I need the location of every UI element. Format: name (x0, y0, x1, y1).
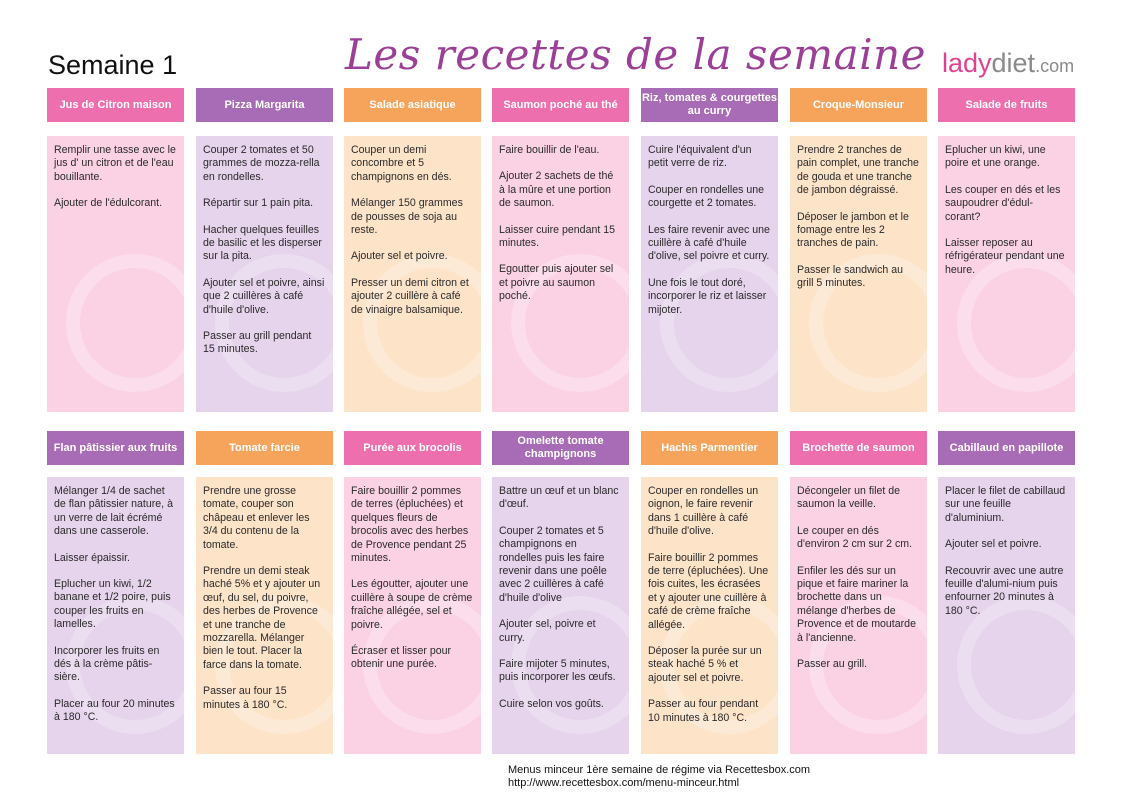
recipe-title: Tomate farcie (196, 431, 333, 465)
recipe-card (938, 88, 1075, 412)
recipe-step: Passer au grill. (797, 658, 868, 671)
recipe-step: Ajouter sel et poivre. (351, 250, 448, 263)
recipe-step: Faire bouillir 2 pommes de terres (épluchées) et quelques fleurs de brocolis avec des herbes de Provence pendant 25 minutes. (351, 485, 469, 565)
recipe-title: Riz, tomates & courgettes au curry (641, 88, 778, 122)
recipe-instructions (938, 136, 1075, 412)
recipe-title: Hachis Parmentier (641, 431, 778, 465)
recipe-step: Remplir une tasse avec le jus d' un citron et de l'eau bouillante. (54, 144, 176, 183)
recipe-instructions (492, 477, 629, 754)
recipe-step: Ajouter de l'édulcorant. (54, 197, 163, 210)
recipe-step: Placer le filet de cabillaud sur une feuille d'aluminium. (945, 485, 1066, 524)
recipe-step: Faire mijoter 5 minutes, puis incorporer les œufs. (499, 658, 616, 684)
recipe-step: Déposer le jambon et le fomage entre les 2 tranches de pain. (797, 210, 909, 250)
recipe-card (47, 431, 184, 754)
recipe-title: Cabillaud en papillote (938, 431, 1075, 465)
recipe-step: Les faire revenir avec une cuillère à café d'huile d'olive, sel poivre et curry. (648, 223, 770, 263)
recipe-step: Prendre 2 tranches de pain complet, une tranche de gouda et une tranche de jambon dégraissé. (797, 144, 919, 197)
recipe-title: Saumon poché au thé (492, 88, 629, 122)
recipe-title: Pizza Margarita (196, 88, 333, 122)
recipe-instructions (790, 136, 927, 412)
recipe-step: Ajouter sel et poivre. (945, 538, 1042, 551)
footer-source-text: Menus minceur 1ère semaine de régime via Recettesbox.com (508, 764, 811, 776)
recipe-step: Eplucher un kiwi, 1/2 banane et 1/2 poire, puis couper les fruits en lamelles. (54, 578, 171, 631)
recipe-instructions (790, 477, 927, 754)
swirl-decoration (215, 254, 333, 392)
recipe-instructions (196, 477, 333, 754)
recipe-step: Recouvrir avec une autre feuille d'alumi-nium puis enfourner 20 minutes à 180 °C. (945, 564, 1064, 617)
recipe-title: Salade de fruits (938, 88, 1075, 122)
recipe-step: Eplucher un kiwi, une poire et une orange. (945, 144, 1046, 170)
recipe-step: Laisser épaissir. (54, 551, 130, 564)
recipe-card (47, 88, 184, 412)
week-label: Semaine 1 (48, 50, 178, 80)
swirl-decoration (363, 254, 481, 392)
recipe-instructions (47, 136, 184, 412)
recipe-step: Les couper en dés et les saupoudrer d'édul-corant? (945, 183, 1061, 223)
recipe-step: Ajouter sel et poivre, ainsi que 2 cuillères à café d'huile d'olive. (203, 276, 325, 316)
recipe-step: Couper 2 tomates et 50 grammes de mozza-rella en rondelles. (203, 144, 320, 183)
recipe-title: Flan pâtissier aux fruits (47, 431, 184, 465)
recipe-step: Egoutter puis ajouter sel et poivre au saumon poché. (499, 263, 614, 303)
footer-credit (508, 764, 810, 790)
recipe-step: Mélanger 1/4 de sachet de flan pâtissier nature, à un verre de lait écrémé dans une casserole. (54, 485, 173, 538)
recipe-step: Ajouter sel, poivre et curry. (499, 618, 596, 644)
recipe-step: Décongeler un filet de saumon la veille. (797, 485, 901, 511)
recipe-card (492, 431, 629, 754)
recipe-step: Répartir sur 1 pain pita. (203, 197, 314, 210)
footer-url-link[interactable]: http://www.recettesbox.com/menu-minceur.html (508, 777, 740, 789)
recipe-title: Jus de Citron maison (47, 88, 184, 122)
logo-lady: lady (942, 48, 992, 78)
recipe-step: Incorporer les fruits en dés à la crème pâtis-sière. (54, 644, 160, 684)
recipe-card (790, 88, 927, 412)
recipe-step: Écraser et lisser pour obtenir une purée. (351, 645, 452, 671)
recipe-card (344, 431, 481, 754)
recipe-step: Enfiler les dés sur un pique et faire mariner la brochette dans un mélange d'herbes de Provence et de moutarde à l'ancienne. (797, 564, 916, 644)
recipe-step: Couper un demi concombre et 5 champignons en dés. (351, 144, 452, 183)
recipe-step: Mélanger 150 grammes de pousses de soja au reste. (351, 197, 463, 237)
recipe-step: Placer au four 20 minutes à 180 °C. (54, 697, 175, 724)
recipe-title: Purée aux brocolis (344, 431, 481, 465)
recipe-instructions (196, 136, 333, 412)
recipe-step: Ajouter 2 sachets de thé à la mûre et une portion de saumon. (499, 170, 614, 210)
recipe-step: Couper en rondelles un oignon, le faire revenir dans 1 cuillère à café d'huile d'olive. (648, 485, 759, 538)
recipe-card (641, 431, 778, 754)
recipe-step: Une fois le tout doré, incorporer le riz et laisser mijoter. (648, 276, 767, 316)
recipe-step: Passer au four pendant 10 minutes à 180 °C. (648, 698, 759, 724)
swirl-decoration (660, 254, 778, 392)
recipe-card (938, 431, 1075, 754)
recipe-step: Cuire l'équivalent d'un petit verre de riz. (648, 144, 752, 170)
recipe-card (344, 88, 481, 412)
recipe-instructions (47, 477, 184, 754)
recipe-step: Couper en rondelles une courgette et 2 tomates. (648, 183, 765, 210)
recipe-instructions (344, 477, 481, 754)
recipe-step: Hacher quelques feuilles de basilic et les disperser sur la pita. (203, 223, 322, 263)
recipe-card (196, 431, 333, 754)
recipe-step: Prendre un demi steak haché 5% et y ajouter un œuf, du sel, du poivre, des herbes de Provence et une tranche de mozzarella. Mélanger bien le tout. Placer la farce dans la tomate. (203, 565, 321, 671)
recipe-step: Passer le sandwich au grill 5 minutes. (797, 263, 903, 290)
recipe-instructions (641, 136, 778, 412)
recipe-title: Brochette de saumon (790, 431, 927, 465)
recipe-instructions (344, 136, 481, 412)
recipe-step: Battre un œuf et un blanc d'œuf. (499, 485, 619, 511)
recipe-card (492, 88, 629, 412)
recipe-card (641, 88, 778, 412)
recipe-title: Salade asiatique (344, 88, 481, 122)
page-title: Les recettes de la semaine (345, 30, 927, 79)
swirl-decoration (66, 254, 184, 392)
recipe-instructions (641, 477, 778, 754)
logo-com: .com (1035, 56, 1075, 76)
recipe-step: Passer au grill pendant 15 minutes. (203, 330, 312, 356)
recipe-step: Les égoutter, ajouter une cuillère à soupe de crème fraîche allégée, sel et poivre. (351, 578, 473, 631)
recipe-card (790, 431, 927, 754)
ladydiet-logo[interactable] (942, 48, 1074, 79)
recipe-step: Passer au four 15 minutes à 180 °C. (203, 685, 288, 711)
recipe-card (196, 88, 333, 412)
recipe-instructions (938, 477, 1075, 754)
recipe-step: Laisser cuire pendant 15 minutes. (499, 223, 616, 250)
recipe-step: Cuire selon vos goûts. (499, 697, 604, 710)
recipe-title: Omelette tomate champignons (492, 431, 629, 465)
recipe-step: Laisser reposer au réfrigérateur pendant une heure. (945, 237, 1065, 276)
recipe-step: Faire bouillir de l'eau. (499, 144, 600, 156)
recipe-step: Presser un demi citron et ajouter 2 cuillère à café de vinaigre balsamique. (351, 276, 469, 316)
recipe-step: Faire bouillir 2 pommes de terre (épluchées). Une fois cuites, les écrasées et y ajouter une cuillère à café de crème fraîche allégée. (648, 551, 769, 631)
logo-diet: diet (991, 48, 1036, 78)
recipe-title: Croque-Monsieur (790, 88, 927, 122)
recipe-step: Déposer la purée sur un steak haché 5 % et ajouter sel et poivre. (648, 645, 762, 684)
recipe-step: Prendre une grosse tomate, couper son châpeau et enlever les 3/4 du contenu de la tomate. (203, 485, 310, 551)
recipe-step: Couper 2 tomates et 5 champignons en rondelles puis les faire revenir dans une poêle avec 2 cuillères à café d'huile d'olive (499, 524, 607, 604)
recipe-instructions (492, 136, 629, 412)
recipe-step: Le couper en dés d'environ 2 cm sur 2 cm. (797, 524, 913, 551)
